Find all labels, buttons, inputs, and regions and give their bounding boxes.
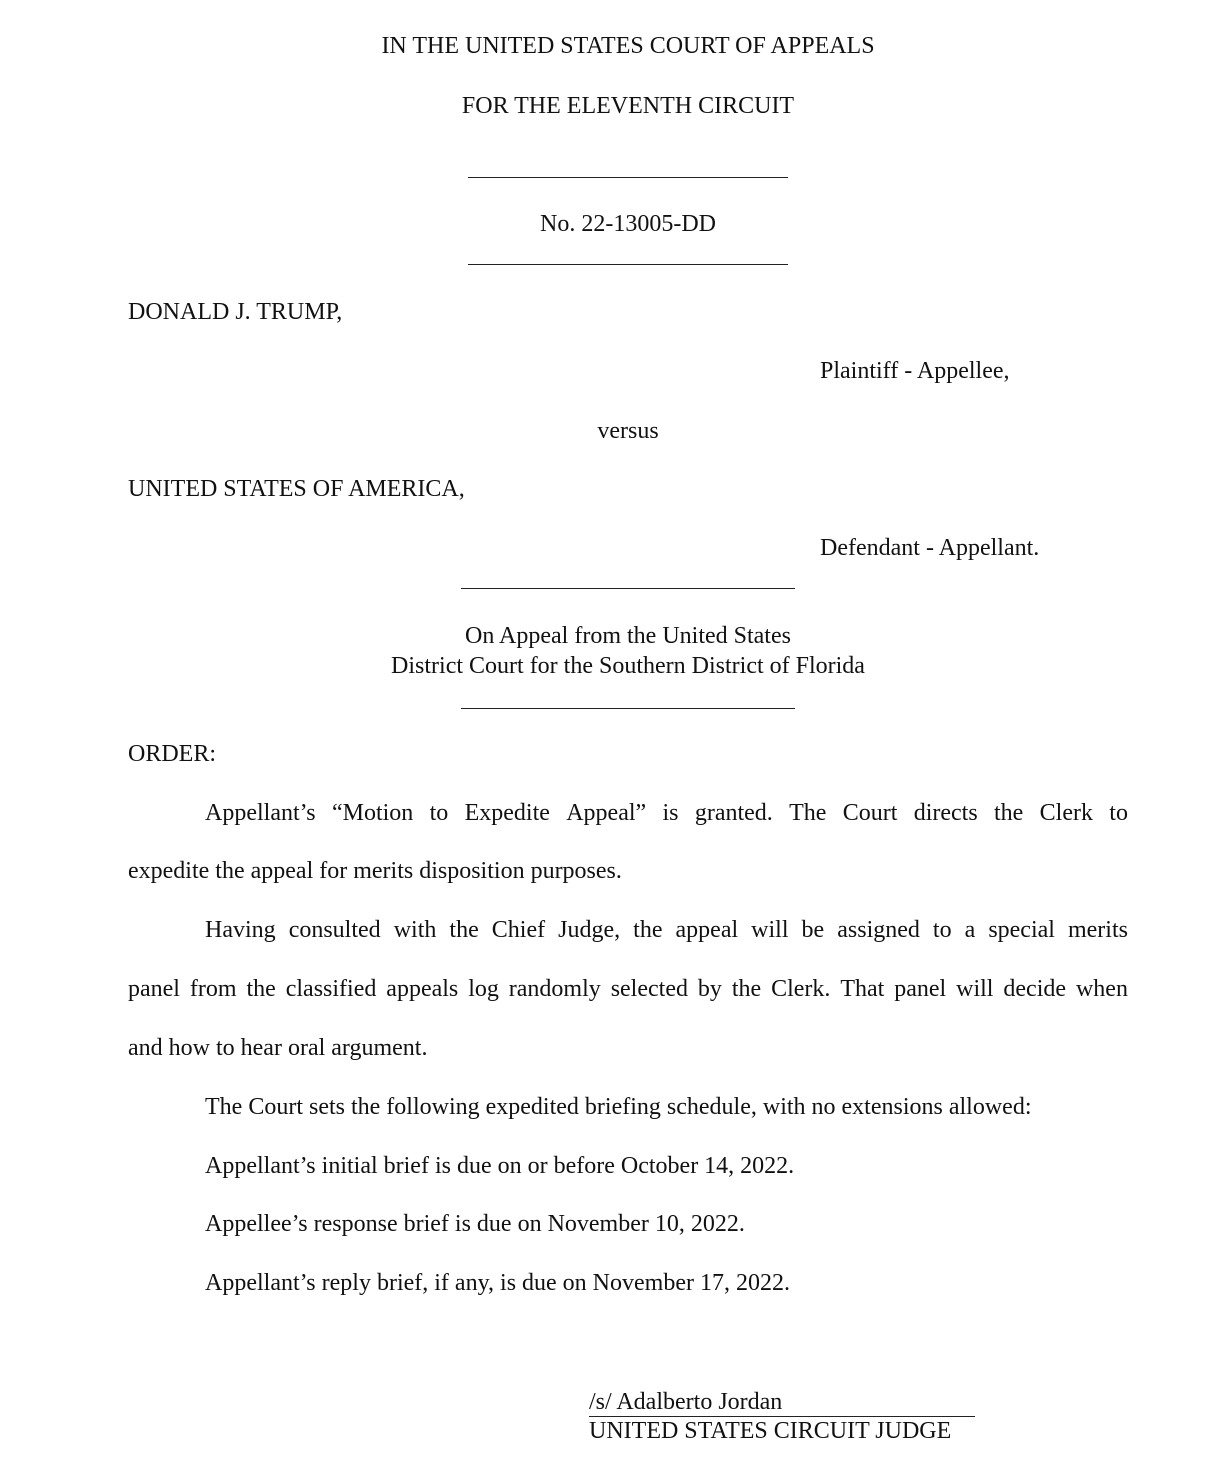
word: The [789,800,827,826]
word: directs [913,800,978,826]
divider [461,708,795,709]
word: log [468,976,499,1002]
defendant-name: UNITED STATES OF AMERICA, [128,476,465,502]
word: randomly [508,976,601,1002]
word: be [801,917,825,943]
word: to [1109,800,1128,826]
word: Court [842,800,898,826]
order-paragraph-2-line-3: and how to hear oral argument. [128,1035,428,1061]
order-paragraph-1-line-1 [205,799,1128,827]
word: by [697,976,722,1002]
word: is [662,800,679,826]
plaintiff-role: Plaintiff - Appellee, [820,358,1010,384]
word: the [994,800,1024,826]
word: Chief [491,917,546,943]
defendant-role: Defendant - Appellant. [820,535,1040,561]
word: panel [128,976,180,1002]
order-paragraph-2-line-2 [128,975,1128,1003]
word: appeal [675,917,739,943]
word: the [633,917,663,943]
word: will [751,917,789,943]
word: granted. [694,800,773,826]
signature-title: UNITED STATES CIRCUIT JUDGE [589,1418,952,1444]
court-name: IN THE UNITED STATES COURT OF APPEALS [381,33,875,59]
word: special [988,917,1055,943]
word: Appeal” [566,800,647,826]
schedule-item: Appellant’s reply brief, if any, is due on November 17, 2022. [205,1270,790,1296]
order-heading: ORDER: [128,741,217,767]
word: consulted [288,917,381,943]
word: when [1075,976,1128,1002]
word: a [964,917,976,943]
divider [461,588,795,589]
versus-label: versus [597,418,659,444]
word: Clerk [1039,800,1093,826]
word: assigned [837,917,920,943]
schedule-item: Appellant’s initial brief is due on or before October 14, 2022. [205,1153,795,1179]
word: Appellant’s [205,800,316,826]
schedule-intro: The Court sets the following expedited briefing schedule, with no extensions allowed: [205,1094,1032,1120]
plaintiff-name: DONALD J. TRUMP, [128,299,343,325]
word: to [429,800,449,826]
case-number: No. 22-13005-DD [540,211,716,237]
word: Clerk. [771,976,831,1002]
order-paragraph-1-line-2: expedite the appeal for merits disposition purposes. [128,858,622,884]
word: the [246,976,276,1002]
word: Judge, [558,917,621,943]
word: decide [1003,976,1067,1002]
word: “Motion [331,800,414,826]
divider [468,264,788,265]
appeal-origin-line1: On Appeal from the United States [465,623,791,649]
word: That [840,976,885,1002]
divider [468,177,788,178]
word: merits [1067,917,1128,943]
word: classified [285,976,377,1002]
appeal-origin-line2: District Court for the Southern District of Florida [391,653,865,679]
word: with [393,917,437,943]
word: the [731,976,762,1002]
word: from [189,976,237,1002]
circuit-name: FOR THE ELEVENTH CIRCUIT [461,93,795,119]
word: the [449,917,479,943]
word: selected [610,976,688,1002]
word: Having [205,917,276,943]
schedule-item: Appellee’s response brief is due on November 10, 2022. [205,1211,745,1237]
word: will [956,976,994,1002]
word: panel [894,976,947,1002]
word: to [932,917,952,943]
word: appeals [386,976,459,1002]
signature-name: /s/ Adalberto Jordan [589,1388,975,1417]
order-paragraph-2-line-1 [205,916,1128,944]
word: Expedite [464,800,550,826]
